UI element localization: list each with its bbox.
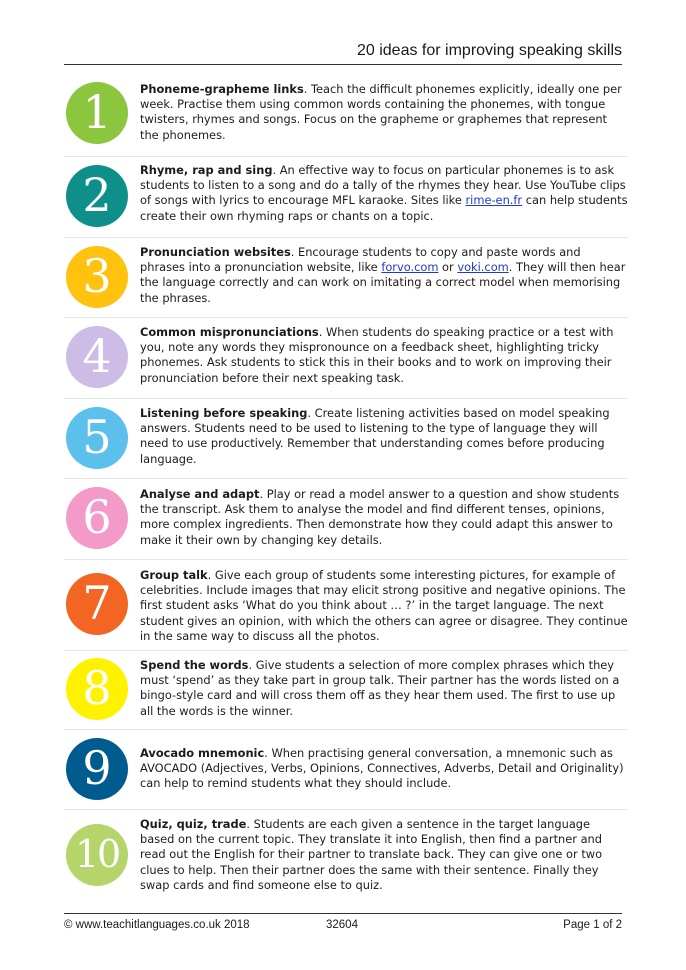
- idea-title-10: Quiz, quiz, trade: [140, 817, 247, 831]
- idea-text-9: Avocado mnemonic. When practising general conversation, a mnemonic such as AVOCADO (Adjectives, Verbs, Opinions, Connectives, Adverbs, Detail and Originality) can help to remind students what they should include.: [140, 746, 624, 791]
- page-number: Page 1 of 2: [563, 919, 622, 931]
- number-badge-9: [66, 738, 128, 800]
- resource-code: 32604: [326, 919, 358, 931]
- number-5: 5: [82, 410, 112, 464]
- idea-item-9: [64, 729, 628, 810]
- idea-item-4: [64, 317, 628, 399]
- page-header: [64, 38, 622, 65]
- idea-text-5: Listening before speaking. Create listening activities based on model speaking answers. Students need to be used to listening to the type of language they will need to use productively. Remember that understanding comes before producing language.: [140, 406, 610, 466]
- rime-en-link[interactable]: rime-en.fr: [465, 193, 523, 208]
- number-badge-3: [66, 246, 128, 308]
- idea-text-10: Quiz, quiz, trade. Students are each given a sentence in the target language based on the current topic. They translate it into English, then find a partner and read out the English for their partner to translate back. They can give one or two clues to help. Then their partner does the same with their sentence. Finally they swap cards and find someone else to quiz.: [140, 817, 603, 892]
- number-badge-1: [66, 82, 128, 144]
- number-badge-5: [66, 407, 128, 469]
- idea-text-2: Rhyme, rap and sing. An effective way to focus on particular phonemes is to ask students to listen to a song and do a tally of the rhymes they hear. Use YouTube clips of songs with lyrics to encourage MFL karaoke. Sites like rime-en.fr can help students create their own rhyming raps or chants on a topic.: [140, 163, 628, 223]
- number-4: 4: [82, 329, 112, 383]
- idea-item-1: [64, 78, 628, 157]
- idea-title-9: Avocado mnemonic: [140, 746, 265, 760]
- number-8: 8: [82, 661, 112, 715]
- idea-item-2: [64, 156, 628, 238]
- idea-text-4: Common mispronunciations. When students do speaking practice or a test with you, note any words they mispronounce on a feedback sheet, highlighting tricky phonemes. Ask students to stick this in their books and to work on improving their pronunciation before their next speaking task.: [140, 325, 614, 385]
- number-1: 1: [82, 85, 112, 139]
- idea-text-3: Pronunciation websites. Encourage students to copy and paste words and phrases into a pronunciation website, like forvo.com or voki.com. They will then hear the language correctly and can work on imitating a correct model when memorising the phrases.: [140, 245, 626, 305]
- number-badge-7: [66, 573, 128, 635]
- idea-title-4: Common mispronunciations: [140, 325, 319, 339]
- number-7: 7: [82, 576, 112, 630]
- idea-text-1: Phoneme-grapheme links. Teach the difficult phonemes explicitly, ideally one per week. Practise them using common words containing the phonemes, with tongue twisters, rhymes and songs. Focus on the grapheme or graphemes that represent the phonemes.: [140, 82, 622, 142]
- number-badge-6: [66, 487, 128, 549]
- idea-item-8: [64, 650, 628, 730]
- idea-title-5: Listening before speaking: [140, 406, 308, 420]
- idea-item-6: [64, 478, 628, 560]
- number-badge-10: [66, 824, 128, 886]
- voki-link[interactable]: voki.com: [457, 260, 509, 275]
- idea-item-5: [64, 398, 628, 479]
- page-footer: [64, 913, 622, 938]
- idea-text-7: Group talk. Give each group of students some interesting pictures, for example of celebrities. Include images that may elicit strong positive and negative opinions. The first student asks ‘What do you think about … ?’ in the target language. The next student gives an opinion, with which the others can agree or disagree. They continue in the same way to discuss all the photos.: [140, 568, 628, 643]
- idea-title-3: Pronunciation websites: [140, 245, 291, 259]
- idea-item-7: [64, 559, 628, 651]
- number-2: 2: [82, 168, 112, 222]
- number-badge-2: [66, 165, 128, 227]
- idea-text-6: Analyse and adapt. Play or read a model answer to a question and show students the transcript. Ask them to analyse the model and find different tenses, opinions, more complex ingredients. Then demonstrate how they could adapt this answer to make it their own by changing key details.: [140, 487, 620, 547]
- idea-title-2: Rhyme, rap and sing: [140, 163, 273, 177]
- number-badge-8: [66, 658, 128, 720]
- copyright-text: © www.teachitlanguages.co.uk 2018: [64, 919, 250, 931]
- number-6: 6: [82, 490, 112, 544]
- idea-title-8: Spend the words: [140, 658, 249, 672]
- number-10: 10: [74, 832, 120, 876]
- idea-title-1: Phoneme-grapheme links: [140, 82, 304, 96]
- number-badge-4: [66, 326, 128, 388]
- idea-title-7: Group talk: [140, 568, 208, 582]
- idea-title-6: Analyse and adapt: [140, 487, 260, 501]
- idea-text-8: Spend the words. Give students a selection of more complex phrases which they must ‘spend’ as they take part in group talk. Their partner has the words listed on a bingo-style card and will cross them off as they hear them used. The first to use up all the words is the winner.: [140, 658, 620, 718]
- number-9: 9: [82, 741, 112, 795]
- idea-item-10: [64, 809, 628, 904]
- forvo-link[interactable]: forvo.com: [381, 260, 439, 275]
- idea-item-3: [64, 237, 628, 318]
- number-3: 3: [82, 249, 112, 303]
- page-title: 20 ideas for improving speaking skills: [356, 42, 622, 59]
